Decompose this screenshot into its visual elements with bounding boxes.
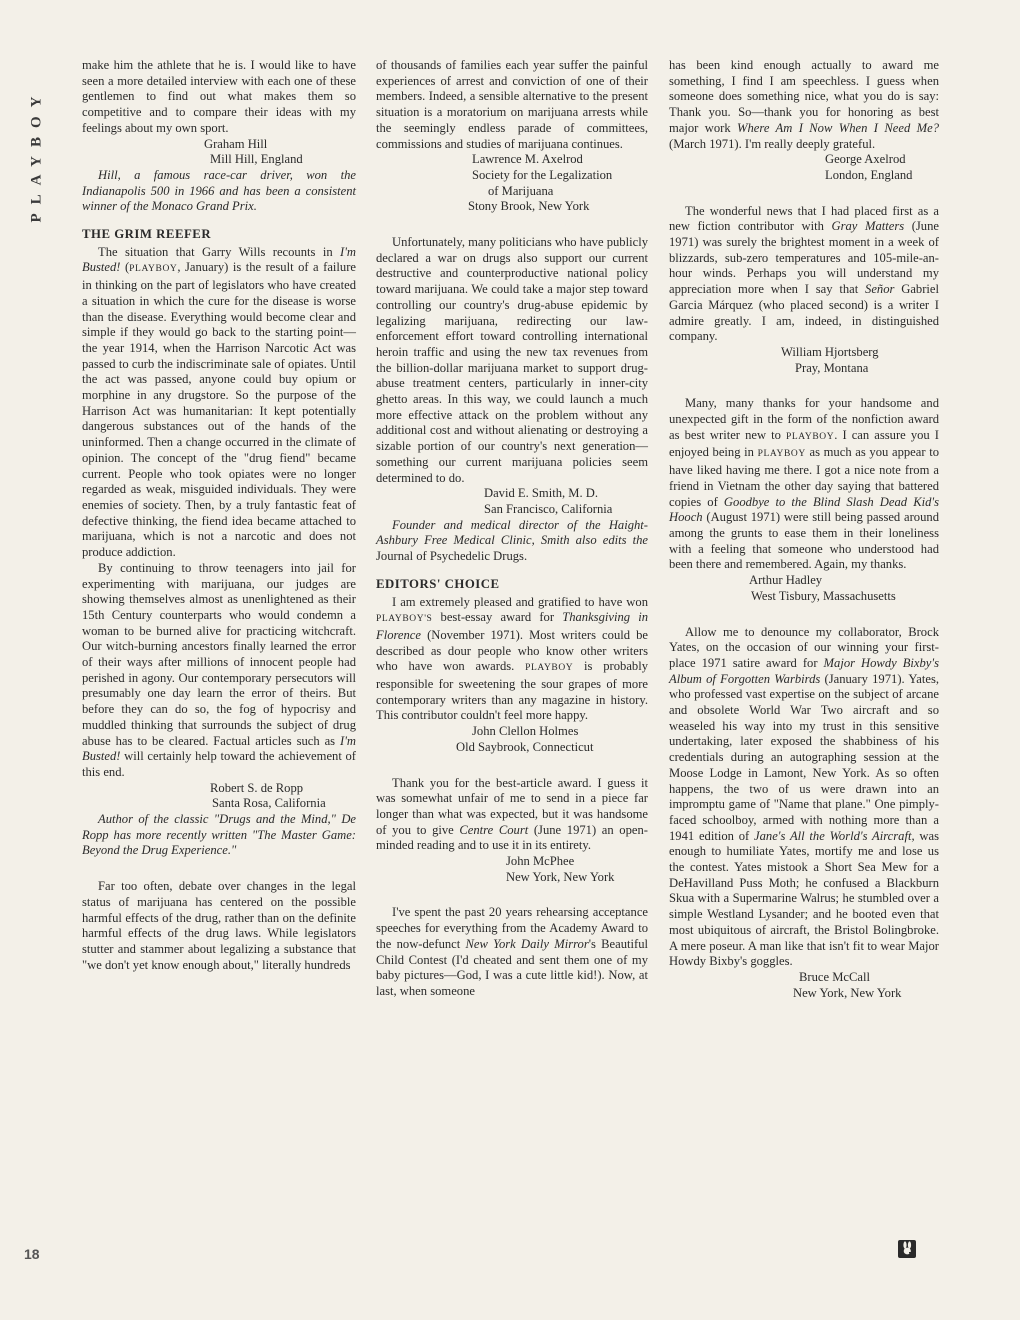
column-2 [376,58,648,1000]
editor-note: Founder and medical director of the Haight-Ashbury Free Medical Clinic, Smith also edits the Journal of Psychedelic Drugs. [376,517,648,564]
signature-place: San Francisco, California [484,501,613,516]
signature-place: Stony Brook, New York [468,199,590,214]
letter-text: Unfortunately, many politicians who have publicly declared a war on drugs also support our current destructive and counterproductive national policy toward marijuana. We could take a major step toward controlling our country's drug-abuse epidemic by legalizing marijuana, redirecting our law-enforcement effort toward controlling international heroin traffic and using the new tax revenues from the billion-dollar marijuana market to support drug-abuse treatment centers, particularly in inner-city ghetto areas. In this way, we could launch a much more effective attack on the problem without any additional cost and without alienating or destroying a sizable portion of our country's next generation—something our current marijuana policies seem determined to do. [376,235,648,485]
signature-name: Lawrence M. Axelrod [472,152,583,167]
signature-place: West Tisbury, Massachusetts [751,588,896,603]
signature-name: Bruce McCall [799,969,870,984]
letter-text: Far too often, debate over changes in the legal status of marijuana has centered on the possible harmful effects of the drug, rather than on the definite harmful effects of the drug laws. While legislators stutter and stammer about legalizing a substance that "we don't yet know enough about," literally hundreds [82,879,356,972]
column-3 [669,58,939,1001]
signature-place: Old Saybrook, Connecticut [456,739,594,754]
letter-text: Many, many thanks for your handsome and unexpected gift in the form of the nonfiction award as best writer new to PLAYBOY. I can assure you I enjoyed being in PLAYBOY as much as you appear to have liked having me there. I got a nice note from a friend in Vietnam the other day saying that battered copies of Goodbye to the Blind Slash Dead Kid's Hooch (August 1971) were still being passed around among the grunts to ease them in their loneliness with a feeling that someone who understood had been there and remembered. Again, my thanks. [669,396,939,572]
letter-text: The wonderful news that I had placed first as a new fiction contributor with Gray Matters (June 1971) was surely the brightest moment in a week of blizzards, sub-zero temperatures and 105-mile-an-hour winds. Perhaps you will understand my appreciation more when I say that Señor Gabriel Garcia Márquez (who placed second) is a writer I admire greatly. I am, indeed, in distinguished company. [669,203,939,344]
signature-place: Pray, Montana [795,360,869,375]
section-heading: EDITORS' CHOICE [376,576,500,591]
signature-name: John McPhee [506,854,575,869]
letter-text: Thank you for the best-article award. I guess it was somewhat unfair of me to send in a piece far longer than what was expected, but it was handsome of you to give Centre Court (June 1971) an open-minded reading and to use it in its entirety. [376,775,648,853]
letter-text: has been kind enough actually to award me something, I find I am speechless. I guess when someone does something nice, what you do is say: Thank you. So—thank you for honoring as best major work Where Am I Now When I Need Me? (March 1971). I'm really deeply grateful. [669,58,939,151]
signature-place: Santa Rosa, California [212,796,326,811]
masthead-text: PLAYBOY [28,87,45,223]
signature-name: David E. Smith, M. D. [484,486,599,501]
signature-org: Society for the Legalization [472,167,613,182]
signature-name: Robert S. de Ropp [210,780,304,795]
column-1 [82,58,356,973]
signature-place: Mill Hill, England [210,152,303,167]
signature-org: of Marijuana [488,183,554,198]
editor-note: Hill, a famous race-car driver, won the Indianapolis 500 in 1966 and has been a consistent winner of the Monaco Grand Prix. [82,167,356,214]
page-number: 18 [24,1246,40,1262]
letter-text: I am extremely pleased and gratified to have won PLAYBOY'S best-essay award for Thanksgiving in Florence (November 1971). Most writers could be described as dour people who know other writers who have won awards. PLAYBOY is probably responsible for sweetening the sour grapes of more contemporary writers than any magazine in history. This contributor couldn't feel more happy. [376,594,649,723]
letter-text: By continuing to throw teenagers into jail for experimenting with marijuana, our judges are showing themselves almost as unenlightened as their 15th Century counterparts who would condemn a woman to be burned alive for practicing witchcraft. Our witch-burning ancestors finally learned the error of their ways after millions of innocent people had perished in agony. Our contemporary persecutors will presumably one day learn the error of theirs. But before they can do so, the fog of hypocrisy and muddled thinking that surrounds the subject of drug abuse has to be cleared. Factual articles such as I'm Busted! will certainly help toward the achievement of this end. [82,560,356,779]
signature-name: John Clellon Holmes [472,724,579,739]
letter-text: of thousands of families each year suffer the painful experiences of arrest and conviction of one of their members. Indeed, a sensible alternative to the present situation is a moratorium on marijuana arrests while the seemingly endless parade of committees, commissions and studies of marijuana continues. [376,58,648,151]
signature-name: George Axelrod [825,152,906,167]
signature-place: New York, New York [793,985,902,1000]
section-heading: THE GRIM REEFER [82,227,212,242]
letter-text: I've spent the past 20 years rehearsing acceptance speeches for everything from the Academy Award to the now-defunct New York Daily Mirror's Beautiful Child Contest (I'd cheated and sent them one of my baby pictures—God, I was a cute little kid!). Now, at last, when someone [376,905,648,998]
playboy-rabbit-logo-icon [898,1240,916,1258]
letter-text: Allow me to denounce my collaborator, Brock Yates, on the occasion of our winning your first-place 1971 satire award for Major Howdy Bixby's Album of Forgotten Warbirds (January 1971). Yates, who professed vast expertise on the subject of arcane and obsolete World War Two aircraft and so weaseled his way into my trust in this sensitive undertaking, later exposed the shabbiness of his credentials during an autographing session at the Moose Lodge in Lamont, New York. As so often happens, the two of us were drawn into an impromptu game of "Name that plane." One pimply-faced schoolboy, armed with nothing more than a 1941 edition of Jane's All the World's Aircraft, was enough to humiliate Yates, mortify me and lose us the contest. Yates mistook a Short Sea Mew for a DeHavilland Puss Moth; he confused a Blackburn Skua with a Supermarine Walrus; he stumbled over a simple Westland Lysander; and he booted even that most ubiquitous of aircraft, the Bristol Bolingbroke. A mere poseur. A man like that isn't fit to wear Major Howdy Bixby's goggles. [669,624,939,969]
signature-place: London, England [825,167,913,182]
signature-name: Graham Hill [204,136,268,151]
signature-name: Arthur Hadley [749,573,823,588]
letter-text: The situation that Garry Wills recounts in I'm Busted! (PLAYBOY, January) is the result of a failure in thinking on the part of legislators who have created a situation in which the cure for the disease is worse than the disease. Everything would become clear and simple if they would go back to the starting point—the year 1914, when the Harrison Narcotic Act was passed to curb the indiscriminate sale of opiates. Until the act was passed, anyone could buy opium or morphine in any drugstore. So the purpose of the Harrison Act was humanitarian: It kept potentially dangerous substances out of the hands of the uninformed. Then a change occurred in the climate of opinion. The concept of the "drug fiend" became current. People who took opiates were no longer regarded as weak, misguided individuals. They were enemies of society. Then, by a truly fantastic feat of defective thinking, the fiend idea became attached to marijuana, which is not a narcotic and does not produce addiction. [82,244,356,560]
signature-place: New York, New York [506,869,615,884]
masthead [20,40,54,270]
signature-name: William Hjortsberg [781,344,879,359]
letter-text: make him the athlete that he is. I would like to have seen a more detailed interview with each one of these gentlemen to find out what makes them so competitive and to compare their ideas with my feelings about my own sport. [82,58,356,135]
editor-note: Author of the classic "Drugs and the Mind," De Ropp has more recently written "The Master Game: Beyond the Drug Experience." [82,812,356,858]
